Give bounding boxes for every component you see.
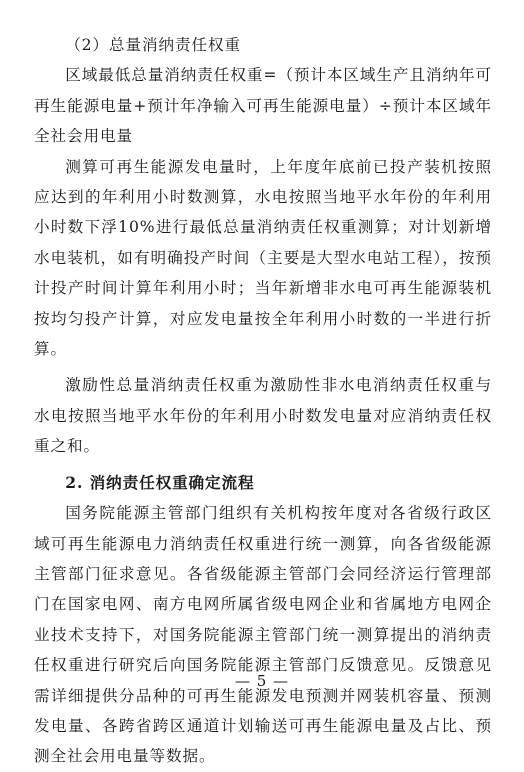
paragraph-process: 国务院能源主管部门组织有关机构按年度对各省级行政区域可再生能源电力消纳责任权重进行统一测算，向各省级能源主管部门征求意见。各省级能源主管部门会同经济运行管理部门在国家电网、南方电网所属省级电网企业和省属地方电网企业技术支持下，对国务院能源主管部门统一测算提出的消纳责任权重进行研究后向国务院能源主管部门反馈意见。反馈意见需详细提供分品种的可再生能源发电预测并网装机容量、预测发电量、各跨省跨区通道计划输送可再生能源电量及占比、预测全社会用电量等数据。 xyxy=(34,504,492,766)
section-heading-total-weight: （2）总量消纳责任权重 xyxy=(65,36,241,54)
paragraph-measurement: 测算可再生能源发电量时，上年度年底前已投产装机按照应达到的年利用小时数测算，水电按照当地平水年份的年利用小时数下浮10%进行最低总量消纳责任权重测算；对计划新增水电装机，如有明确投产时间（主要是大型水电站工程），按预计投产时间计算年利用小时；当年新增非水电可再生能源装机按均匀投产计算，对应发电量按全年利用小时数的一半进行折算。 xyxy=(34,157,492,359)
page-number: — 5 — xyxy=(234,672,290,690)
paragraph-incentive: 激励性总量消纳责任权重为激励性非水电消纳责任权重与水电按照当地平水年份的年利用小时数发电量对应消纳责任权重之和。 xyxy=(34,376,492,456)
document-body xyxy=(34,30,492,772)
paragraph-formula: 区域最低总量消纳责任权重=（预计本区域生产且消纳年可再生能源电量+预计年净输入可再生能源电量）÷预计本区域年全社会用电量 xyxy=(34,66,492,146)
section-heading-process: 2. 消纳责任权重确定流程 xyxy=(65,472,255,492)
